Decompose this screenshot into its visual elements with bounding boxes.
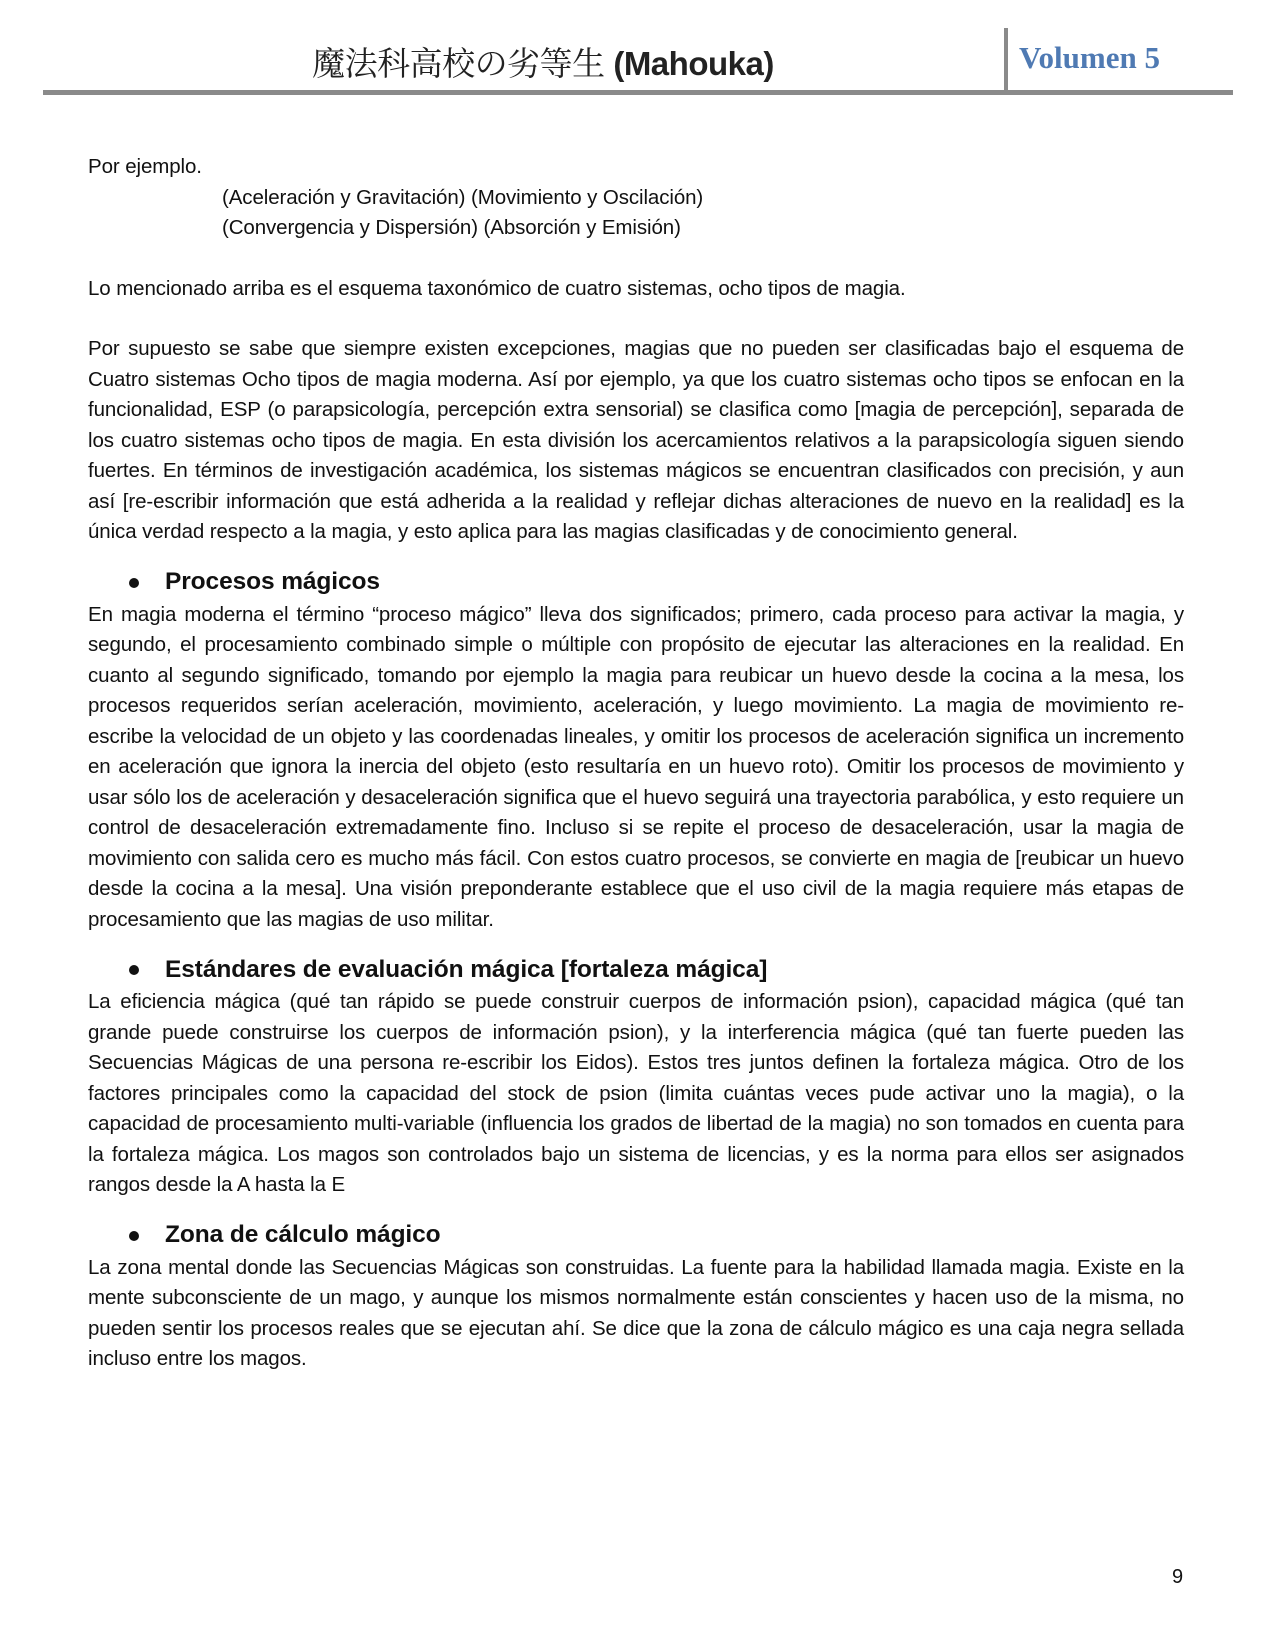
section-body-procesos: En magia moderna el término “proceso mágico” lleva dos significados; primero, cada proceso para activar la magia, y segundo, el procesamiento combinado simple o múltiple con propósito de ejecutar las alteraciones en la realidad. En cuanto al segundo significado, tomando por ejemplo la magia para reubicar un huevo desde la cocina a la mesa, los procesos requeridos serían aceleración, movimiento, aceleración, y luego movimiento. La magia de movimiento re-escribe la velocidad de un objeto y las coordenadas lineales, y omitir los procesos de aceleración significa un incremento en aceleración que ignora la inercia del objeto (esto resultaría en un huevo roto). Omitir los procesos de movimiento y usar sólo los de aceleración y desaceleración significa que el huevo seguirá una trayectoria parabólica, y esto requiere un control de desaceleración extremadamente fino. Incluso si se repite el proceso de desaceleración, usar la magia de movimiento con salida cero es mucho más fácil. Con estos cuatro procesos, se convierte en magia de [reubicar un huevo desde la cocina a la mesa]. Una visión preponderante establece que el uso civil de la magia requiere más etapas de procesamiento que las magias de uso militar. (88, 602, 1184, 931)
bullet-icon (129, 1231, 139, 1241)
example-label: Por ejemplo. (88, 155, 202, 178)
volume-label: Volumen 5 (1019, 40, 1160, 75)
exceptions-paragraph: Por supuesto se sabe que siempre existen excepciones, magias que no pueden ser clasificadas bajo el esquema de Cuatro sistemas Ocho tipos de magia moderna. Así por ejemplo, ya que los cuatro sistemas ocho tipos se enfocan en la funcionalidad, ESP (o parapsicología, percepción extra sensorial) se clasifica como [magia de percepción], separada de los cuatro sistemas ocho tipos de magia. En esta división los acercamientos relativos a la parapsicología siguen siendo fuertes. En términos de investigación académica, los sistemas mágicos se encuentran clasificados con precisión, y aun así [re-escribir información que está adherida a la realidad y reflejar dichas alteraciones de nuevo en la realidad] es la única verdad respecto a la magia, y esto aplica para las magias clasificadas y de conocimiento general. (88, 337, 1184, 543)
section-heading-text: Zona de cálculo mágico (165, 1221, 441, 1249)
section-body-estandares: La eficiencia mágica (qué tan rápido se puede construir cuerpos de información psion), capacidad mágica (qué tan grande puede construirse los cuerpos de información psion), y la interferencia mágica (qué tan fuerte pueden las Secuencias Mágicas de una persona re-escribir los Eidos). Estos tres juntos definen la fortaleza mágica. Otro de los factores principales como la capacidad del stock de psion (limita cuántas veces pude activar uno la magia), o la capacidad de procesamiento multi-variable (influencia los grados de libertad de la magia) no son tomados en cuenta para la fortaleza mágica. Los magos son controlados bajo un sistema de licencias, y es la norma para ellos ser asignados rangos desde la A hasta la E (88, 990, 1184, 1196)
spacer (88, 304, 1184, 334)
page-number: 9 (1172, 1566, 1184, 1588)
section-heading-text: Procesos mágicos (165, 568, 380, 596)
header-rule (43, 90, 1233, 95)
example-line-1: (Aceleración y Gravitación) (Movimiento y Oscilación) (222, 185, 704, 209)
section-heading-procesos (88, 566, 1184, 600)
section-heading-zona (88, 1219, 1184, 1253)
section-heading-text: Estándares de evaluación mágica [fortaleza mágica] (165, 955, 768, 983)
section-heading-estandares (88, 953, 1184, 987)
page-body (88, 152, 1184, 1375)
page-header (43, 28, 1233, 94)
header-title-latin: (Mahouka) (613, 45, 774, 82)
summary-paragraph: Lo mencionado arriba es el esquema taxonómico de cuatro sistemas, ocho tipos de magia. (88, 276, 906, 300)
section-body-zona: La zona mental donde las Secuencias Mágicas son construidas. La fuente para la habilidad llamada magia. Existe en la mente subconsciente de un mago, y aunque los mismos normalmente están conscientes y hacen uso de la misma, no pueden sentir los procesos reales que se ejecutan ahí. Se dice que la zona de cálculo mágico es una caja negra sellada incluso entre los magos. (88, 1255, 1184, 1370)
bullet-icon (129, 965, 139, 975)
bullet-icon (129, 578, 139, 588)
example-line-2: (Convergencia y Dispersión) (Absorción y Emisión) (222, 216, 681, 239)
header-title (43, 38, 1043, 85)
header-title-jp: 魔法科高校の劣等生 (312, 45, 605, 82)
header-divider (1004, 28, 1008, 90)
spacer (88, 244, 1184, 274)
